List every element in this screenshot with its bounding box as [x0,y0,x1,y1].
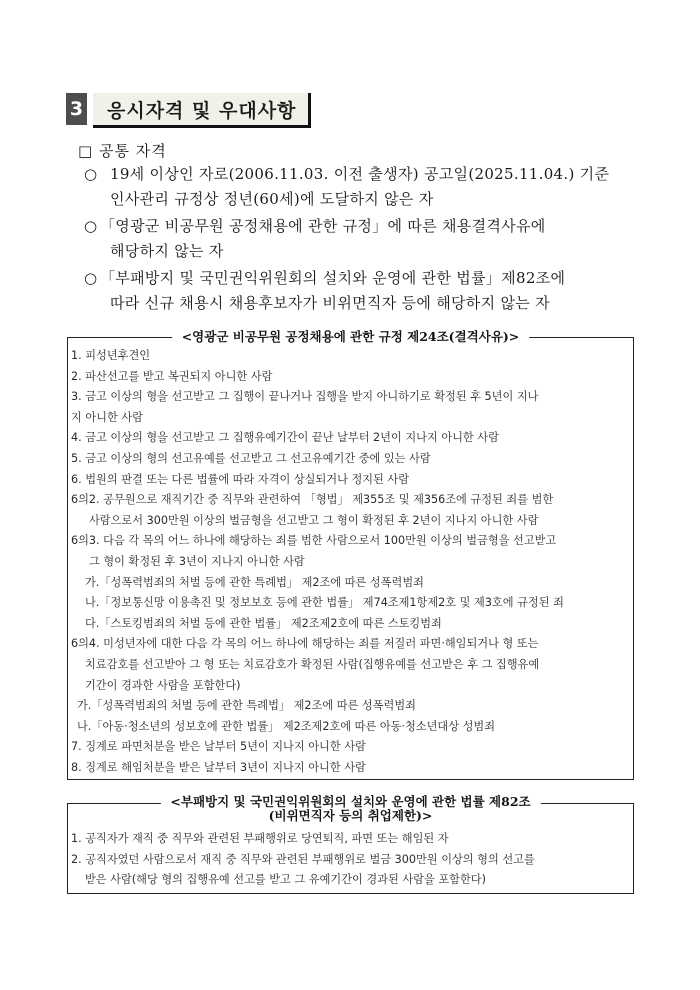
box-line: 나.「아동·청소년의 성보호에 관한 법률」 제2조제2호에 따른 아동·청소년대상 성범죄 [77,719,496,733]
bullet-item [84,162,644,212]
circle-bullet-icon: ○ [84,165,98,183]
box-line: 6의2. 공무원으로 재직기간 중 직무와 관련하여 「형법」 제355조 및 제356조에 규정된 죄를 범한 [71,493,554,507]
box-line: 기간이 경과한 사람을 포함한다) [85,678,241,692]
box-line: 2. 공직자였던 사람으로서 재직 중 직무와 관련된 부패행위로 벌금 300만원 이상의 형의 선고를 [71,852,535,866]
section-heading [66,93,311,125]
box-line: 1. 피성년후견인 [71,349,151,362]
subsection-common [78,140,167,161]
bullet-line: 19세 이상인 자로(2006.11.03. 이전 출생자) 공고일(2025.11.04.) 기준 [110,165,610,183]
box-title-line: (비위면직자 등의 취업제한)> [268,808,433,823]
box-line: 3. 금고 이상의 형을 선고받고 그 집행이 끝나거나 집행을 받지 아니하기로 확정된 후 5년이 지나 [71,390,539,404]
box-line: 받은 사람(해당 형의 집행유예 선고를 받고 그 유예기간이 경과된 사람을 포함한다) [85,873,486,887]
box-title: <영광군 비공무원 공정채용에 관한 규정 제24조(결격사유)> [172,330,530,344]
section-title: 응시자격 및 우대사항 [93,93,311,128]
checkbox-icon: □ [78,142,94,160]
disqualification-box [67,329,634,780]
box-line: 2. 파산선고를 받고 복권되지 아니한 사람 [71,369,273,383]
box-line: 6의3. 다음 각 목의 어느 하나에 해당하는 죄를 범한 사람으로서 100만원 이상의 벌금형을 선고받고 [71,534,557,548]
box-line: 가.「성폭력범죄의 처벌 등에 관한 특례법」 제2조에 따른 성폭력범죄 [85,575,424,589]
box-line: 가.「성폭력범죄의 처벌 등에 관한 특례법」 제2조에 따른 성폭력범죄 [77,699,416,713]
box-line: 1. 공직자가 재직 중 직무와 관련된 부패행위로 당연퇴직, 파면 또는 해임된 자 [71,832,449,845]
circle-bullet-icon: ○ [84,269,98,287]
box-line: 5. 금고 이상의 형의 선고유예를 선고받고 그 선고유예기간 중에 있는 사람 [71,451,431,465]
bullet-line: 따라 신규 채용시 채용후보자가 비위면직자 등에 해당하지 않는 자 [110,294,550,312]
box-line: 6의4. 미성년자에 대한 다음 각 목의 어느 하나에 해당하는 죄를 저질러 파면·해임되거나 형 또는 [71,637,539,651]
box-line: 사람으로서 300만원 이상의 벌금형을 선고받고 그 형이 확정된 후 2년이 지나지 아니한 사람 [89,513,539,527]
box-line: 7. 징계로 파면처분을 받은 날부터 5년이 지나지 아니한 사람 [71,740,366,754]
box-line: 다.「스토킹범죄의 처벌 등에 관한 법률」 제2조제2호에 따른 스토킹범죄 [85,616,442,630]
subsection-title: 공통 자격 [98,142,167,160]
circle-bullet-icon: ○ [84,217,98,235]
section-number: 3 [66,93,87,125]
box-title-line: <부패방지 및 국민권익위원회의 설치와 운영에 관한 법률 제82조 [170,794,531,809]
box-line: 나.「정보통신망 이용촉진 및 정보보호 등에 관한 법률」 제74조제1항제2호 및 제3호에 규정된 죄 [85,596,564,610]
bullet-line: 「영광군 비공무원 공정채용에 관한 규정」에 따른 채용결격사유에 [100,217,546,235]
anti-corruption-box [67,794,634,894]
bullet-line: 해당하지 않는 자 [110,242,224,260]
bullet-item [84,266,644,316]
box-line: 8. 징계로 해임처분을 받은 날부터 3년이 지나지 아니한 사람 [71,760,366,774]
bullet-line: 「부패방지 및 국민권익위원회의 설치와 운영에 관한 법률」제82조에 [100,269,566,287]
bullet-item [84,214,644,264]
bullet-line: 인사관리 규정상 정년(60세)에 도달하지 않은 자 [110,190,434,208]
box-title [160,795,540,823]
box-line: 그 형이 확정된 후 3년이 지나지 아니한 사람 [89,554,305,568]
box-line: 치료감호를 선고받아 그 형 또는 치료감호가 확정된 사람(집행유예를 선고받은 후 그 집행유예 [85,657,540,671]
box-line: 4. 금고 이상의 형을 선고받고 그 집행유예기간이 끝난 날부터 2년이 지나지 아니한 사람 [71,431,499,445]
box-line: 6. 법원의 판결 또는 다른 법률에 따라 자격이 상실되거나 정지된 사람 [71,472,410,486]
box-line: 지 아니한 사람 [71,410,143,424]
